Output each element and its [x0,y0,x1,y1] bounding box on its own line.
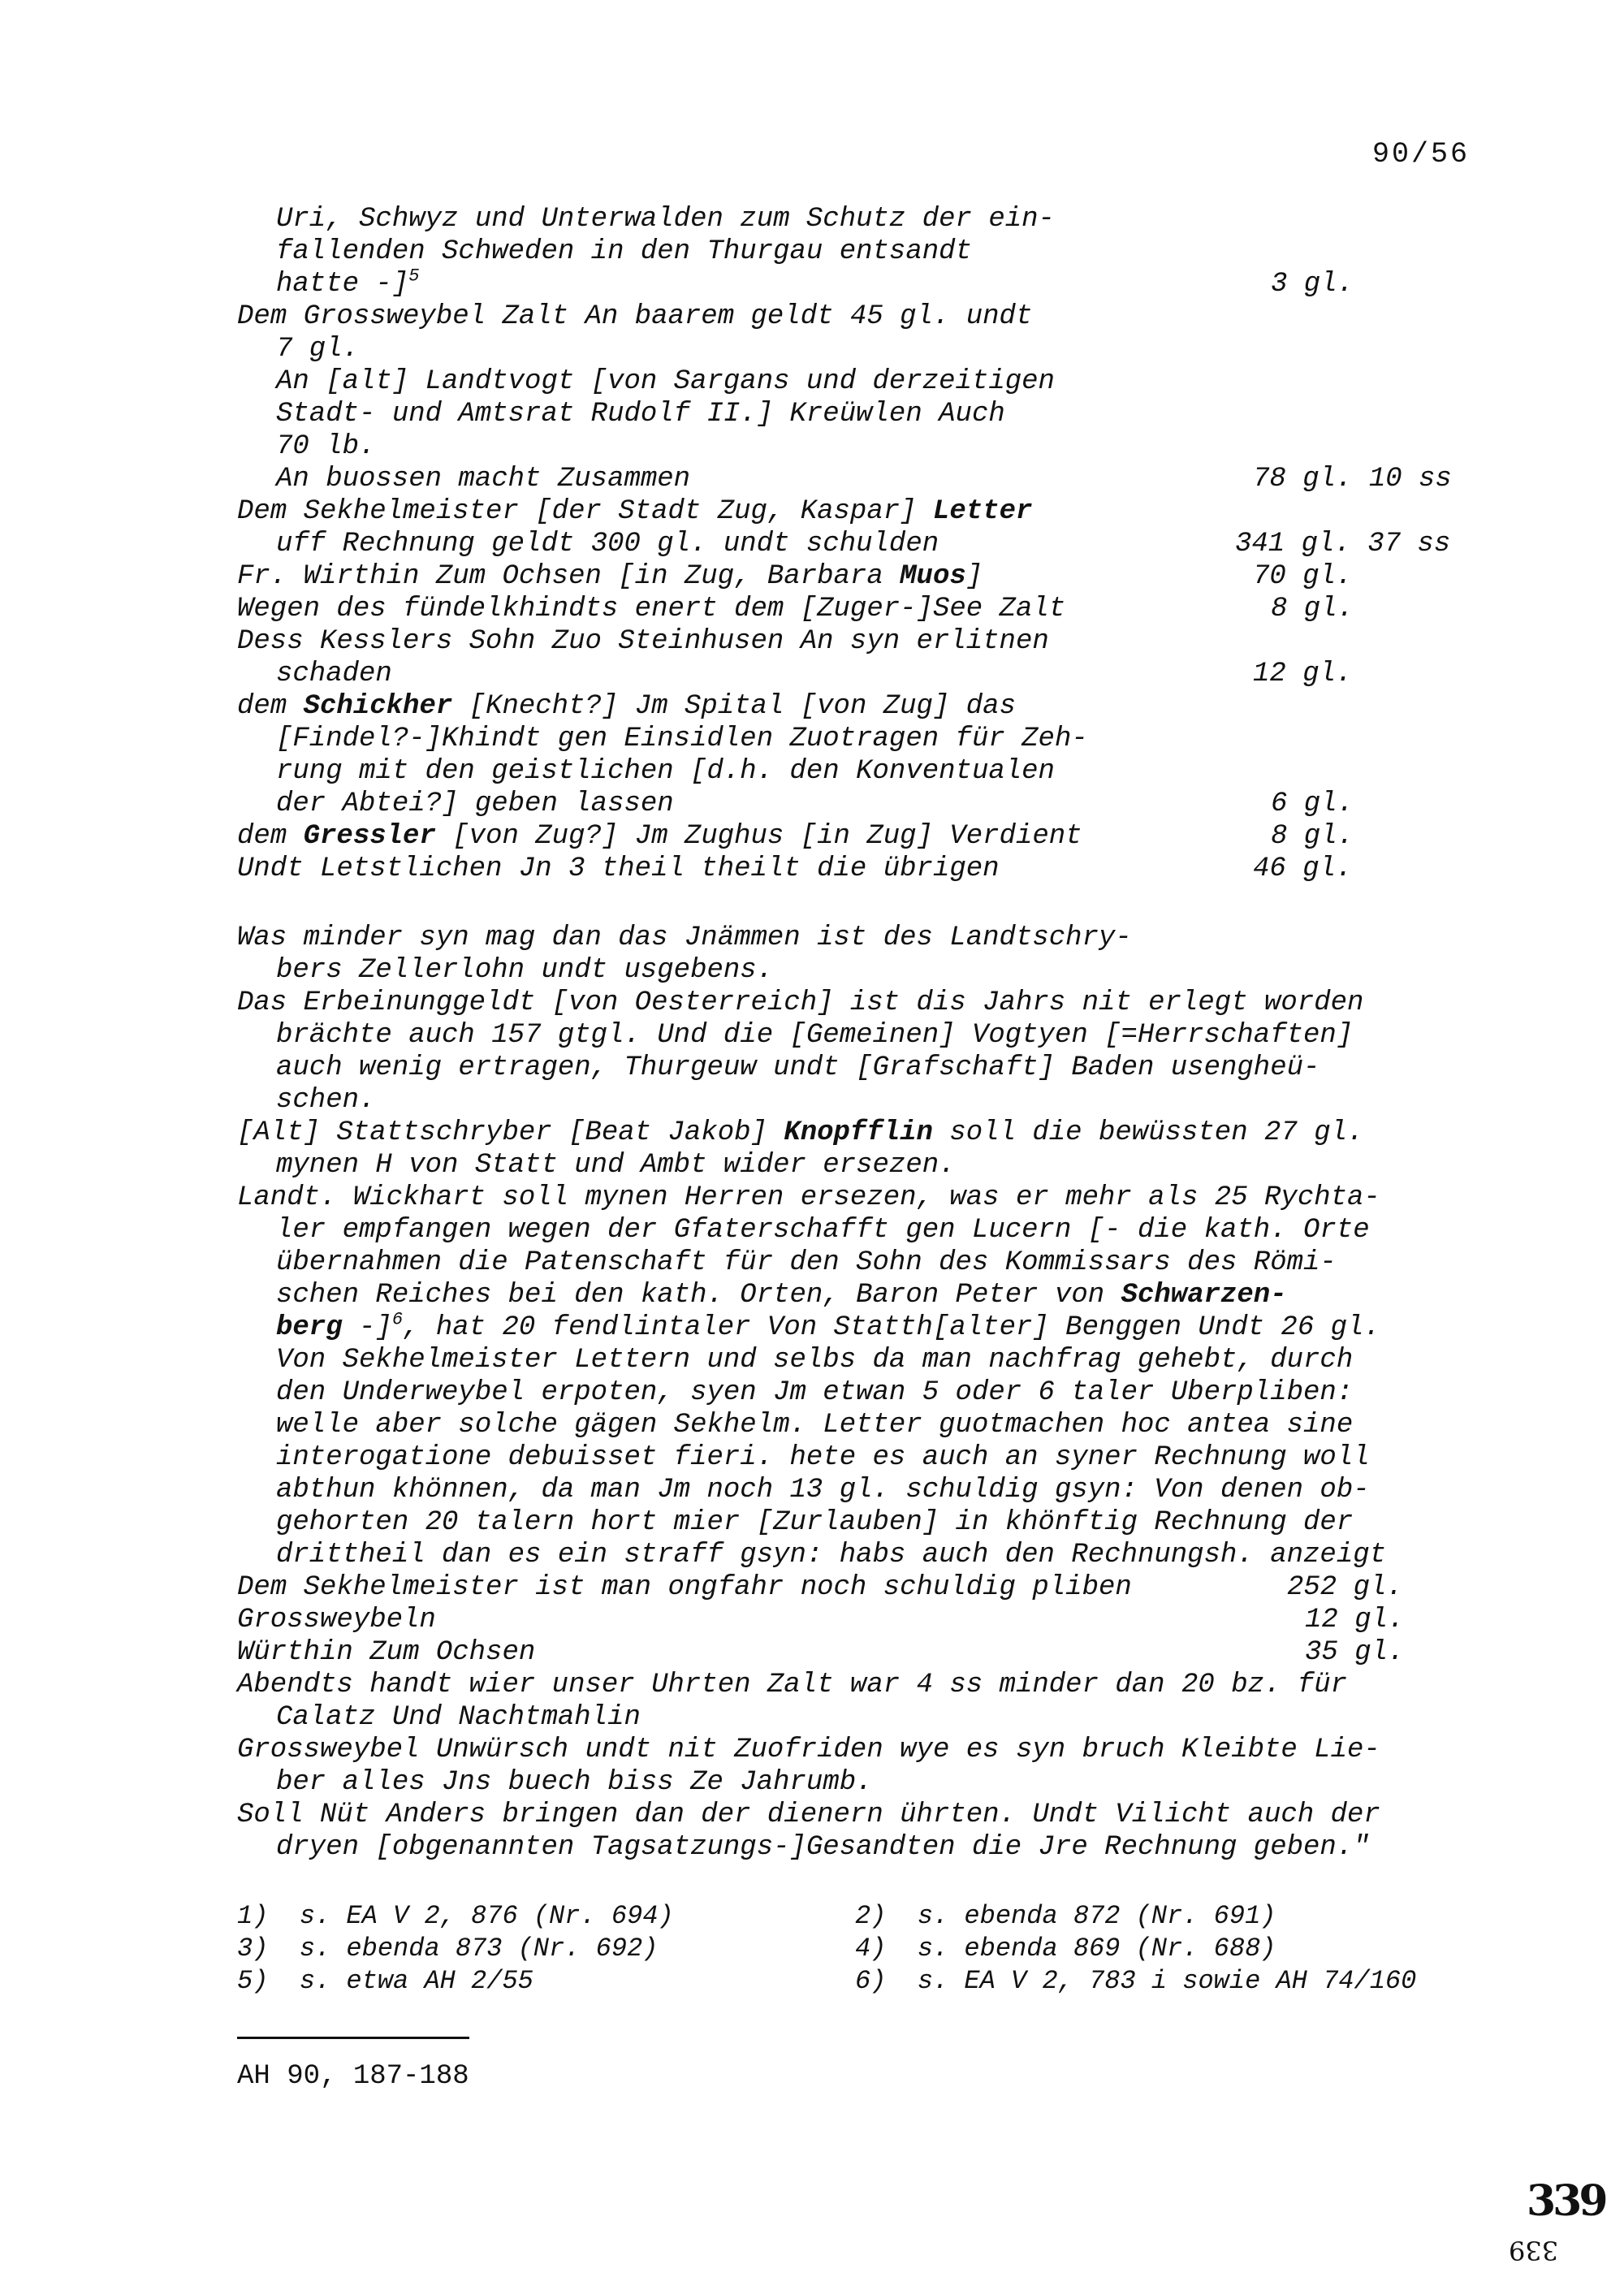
source-divider [237,2037,469,2039]
text-segment: interogatione debuisset fieri. hete es auch an syner Rechnung woll [276,1442,1370,1473]
text-segment: Dess Kesslers Sohn Zuo Steinhusen An syn erlitnen [237,626,1049,657]
text-line [237,1571,1132,1604]
text-line [276,788,674,820]
text-line [237,987,1363,1019]
text-segment: brächte auch 157 gtgl. Und die [Gemeinen] Vogtyen [=Herrschaften] [276,1020,1354,1051]
text-line [276,1831,1370,1864]
amount-value: 78 gl. 10 ss [1253,464,1452,495]
text-line [276,1506,1353,1539]
text-segment: uff Rechnung geldt 300 gl. undt schulden [276,529,939,560]
text-line [276,268,419,300]
text-line [237,922,1132,954]
text-segment: ler empfangen wegen der Gfaterschafft gen Lucern [- die kath. Orte [276,1215,1370,1246]
text-line [276,463,690,495]
bold-name: Gressler [303,821,436,852]
text-line [276,1247,1337,1279]
text-segment: dryen [obgenannten Tagsatzungs-]Gesandten die Jre Rechnung geben." [276,1832,1370,1863]
text-segment: [Findel?-]Khindt gen Einsidlen Zuotragen für Zeh- [276,724,1088,754]
text-segment: -] [342,1312,392,1343]
text-segment: Stadt- und Amtsrat Rudolf II.] Kreüwlen Auch [276,399,1005,430]
archive-stamp-number-inverted: 339 [1509,2235,1559,2266]
amount-value: 70 gl. [1253,561,1353,592]
archive-stamp-number: 339 [1527,2176,1605,2226]
text-segment: dem [237,821,304,852]
text-line [276,1766,873,1799]
text-line [276,1344,1353,1376]
text-segment: Calatz Und Nachtmahlin [276,1702,641,1733]
text-segment: rung mit den geistlichen [d.h. den Konventualen [276,756,1055,787]
text-line [237,1669,1347,1701]
footnote: 3) s. ebenda 873 (Nr. 692) [237,1934,659,1964]
text-line [276,1474,1370,1506]
text-segment: mynen H von Statt und Ambt wider ersezen. [276,1150,956,1181]
text-line [237,1799,1380,1831]
text-line [237,1182,1380,1214]
footnote: 2) s. ebenda 872 (Nr. 691) [855,1901,1276,1931]
amount-value: 46 gl. [1253,853,1353,884]
text-segment: Landt. Wickhart soll mynen Herren ersezen, was er mehr als 25 Rychta- [237,1182,1380,1213]
text-segment: bers Zellerlohn undt usgebens. [276,955,774,986]
footnote-marker: 6 [391,1309,404,1330]
text-line [276,1376,1353,1409]
text-line [276,235,972,268]
amount-value: 3 gl. [1271,269,1354,300]
text-segment: welle aber solche gägen Sekhelm. Letter guotmachen hoc antea sine [276,1410,1354,1441]
text-segment: Was minder syn mag dan das Jnämmen ist des Landtschry- [237,922,1132,953]
text-segment: soll die bewüssten 27 gl. [932,1117,1364,1148]
text-segment: Wegen des fündelkhindts enert dem [Zuger-]See Zalt [237,594,1066,624]
text-segment: [von Zug?] Jm Zughus [in Zug] Verdient [435,821,1082,852]
amount-value: 12 gl. [1305,1605,1405,1635]
text-line [276,1701,641,1734]
amount-value: 341 gl. 37 ss [1235,529,1451,560]
text-line [237,1734,1380,1766]
text-segment: hatte -] [276,269,409,300]
text-segment: [Knecht?] Jm Spital [von Zug] das [452,691,1016,722]
text-segment: 7 gl. [276,334,360,365]
text-segment: Von Sekhelmeister Lettern und selbs da man nachfrag gehebt, durch [276,1345,1354,1376]
text-segment: , hat 20 fendlintaler Von Statth[alter] Benggen Undt 26 gl. [403,1312,1380,1343]
text-segment: fallenden Schweden in den Thurgau entsandt [276,236,972,267]
text-line [237,625,1049,658]
text-segment: gehorten 20 talern hort mier [Zurlauben] in khönftig Rechnung der [276,1507,1354,1538]
text-segment: Dem Grossweybel Zalt An baarem geldt 45 gl. undt [237,301,1033,332]
text-segment: abthun khönnen, da man Jm noch 13 gl. schuldig gsyn: Von denen ob- [276,1475,1370,1506]
text-segment: Uri, Schwyz und Unterwalden zum Schutz der ein- [276,204,1055,235]
footnote-marker: 5 [408,266,420,287]
page-number: 90/56 [1372,138,1471,171]
bold-name: Letter [932,496,1033,527]
text-line [237,593,1065,625]
amount-value: 8 gl. [1271,594,1354,624]
text-line [276,1311,1380,1344]
bold-name: Schickher [303,691,453,722]
text-segment: Das Erbeinunggeldt [von Oesterreich] ist dis Jahrs nit erlegt worden [237,987,1364,1018]
text-line [276,1214,1370,1247]
amount-value: 12 gl. [1253,659,1353,689]
text-line [276,203,1055,235]
text-segment: schen. [276,1085,376,1116]
text-line [237,690,1016,723]
text-line [276,755,1055,788]
text-segment: den Underweybel erpoten, syen Jm etwan 5 oder 6 taler Uberpliben: [276,1377,1354,1408]
text-line [276,1019,1353,1052]
text-line [276,1279,1287,1311]
text-line [276,954,773,987]
text-segment: schen Reiches bei den kath. Orten, Baron Peter von [276,1280,1121,1311]
text-line [276,430,375,463]
text-line [237,1636,535,1669]
text-line [237,300,1032,333]
text-line [276,528,939,560]
text-line [237,1604,436,1636]
footnote: 6) s. EA V 2, 783 i sowie AH 74/160 [855,1966,1417,1996]
text-segment: schaden [276,659,392,689]
text-segment: auch wenig ertragen, Thurgeuw undt [Grafschaft] Baden usengheü- [276,1052,1320,1083]
text-segment: Fr. Wirthin Zum Ochsen [in Zug, Barbara [237,561,901,592]
text-segment: ] [965,561,983,592]
text-line [276,1149,956,1182]
source-reference: AH 90, 187-188 [237,2061,469,2092]
text-line [276,1539,1386,1571]
text-segment: Soll Nüt Anders bringen dan der dienern ührten. Undt Vilicht auch der [237,1800,1380,1830]
text-line [237,495,1032,528]
text-line [237,1117,1363,1149]
text-line [237,560,983,593]
text-line [276,1052,1320,1084]
text-segment: [Alt] Stattschryber [Beat Jakob] [237,1117,784,1148]
text-segment: Grossweybel Unwürsch undt nit Zuofriden wye es syn bruch Kleibte Lie- [237,1735,1380,1765]
text-segment: Abendts handt wier unser Uhrten Zalt war 4 ss minder dan 20 bz. für [237,1670,1348,1700]
text-line [237,853,1000,885]
footnote: 4) s. ebenda 869 (Nr. 688) [855,1934,1276,1964]
text-segment: übernahmen die Patenschaft für den Sohn des Kommissars des Römi- [276,1247,1337,1278]
text-segment: Dem Sekhelmeister ist man ongfahr noch schuldig pliben [237,1572,1132,1603]
text-line [276,365,1055,398]
text-segment: drittheil dan es ein straff gsyn: habs auch den Rechnungsh. anzeigt [276,1540,1387,1571]
text-line [276,1441,1370,1474]
text-line [276,658,392,690]
text-segment: An buossen macht Zusammen [276,464,691,495]
bold-name: berg [276,1312,343,1343]
text-line [276,723,1088,755]
amount-value: 6 gl. [1271,789,1354,819]
text-line [276,398,1005,430]
amount-value: 252 gl. [1287,1572,1403,1603]
text-segment: Undt Letstlichen Jn 3 theil theilt die übrigen [237,853,1000,884]
text-line [276,333,359,365]
text-segment: An [alt] Landtvogt [von Sargans und derzeitigen [276,366,1055,397]
text-segment: der Abtei?] geben lassen [276,789,674,819]
text-segment: dem [237,691,304,722]
bold-name: Schwarzen- [1121,1280,1287,1311]
text-segment: Würthin Zum Ochsen [237,1637,536,1668]
text-line [276,1084,375,1117]
bold-name: Muos [900,561,966,592]
bold-name: Knopfflin [784,1117,933,1148]
amount-value: 8 gl. [1271,821,1354,852]
amount-value: 35 gl. [1305,1637,1405,1668]
footnote: 5) s. etwa AH 2/55 [237,1966,533,1996]
text-line [237,820,1082,853]
text-segment: Dem Sekhelmeister [der Stadt Zug, Kaspar] [237,496,933,527]
text-segment: ber alles Jns buech biss Ze Jahrumb. [276,1767,873,1798]
text-segment: 70 lb. [276,431,376,462]
footnote: 1) s. EA V 2, 876 (Nr. 694) [237,1901,674,1931]
text-segment: Grossweybeln [237,1605,436,1635]
text-line [276,1409,1353,1441]
